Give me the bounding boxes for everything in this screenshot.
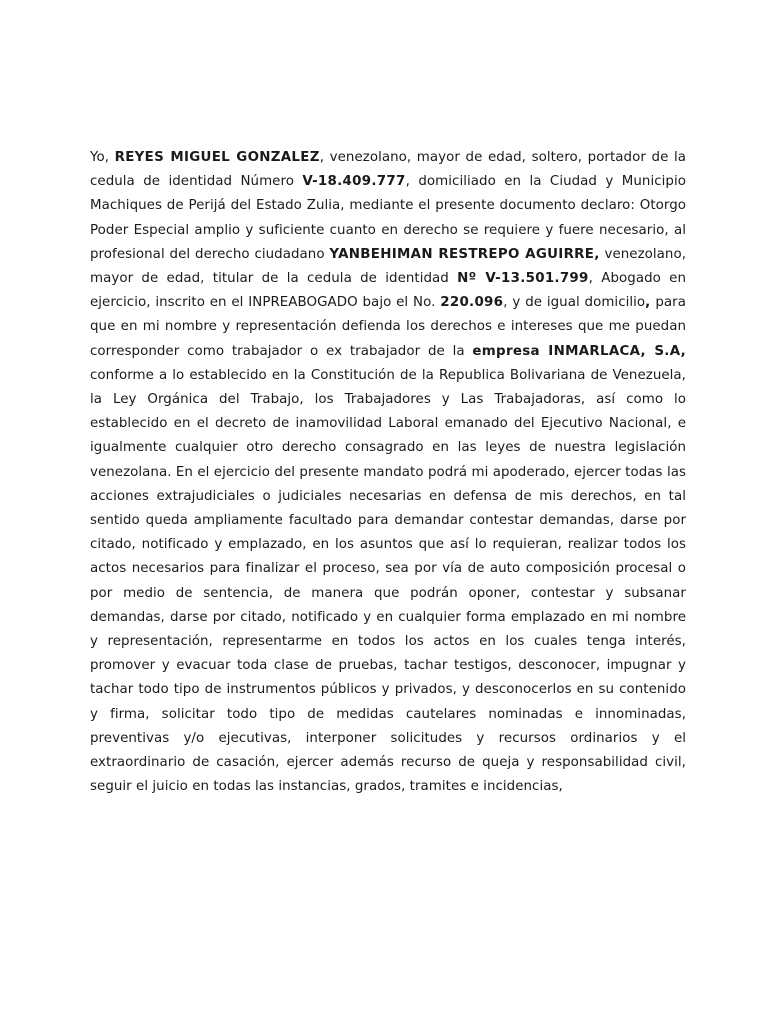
document-body: [90, 146, 686, 799]
text-run: , domiciliado en la Ciudad y Municipio Machiques de Perijá del Estado Zulia, mediante el presente documento declaro: Otorgo Poder Especial amplio y suficiente cuanto en derecho se requiere y fuere necesario, al profesional del derecho ciudadano: [90, 174, 686, 262]
company-name: empresa INMARLACA, S.A,: [472, 343, 686, 359]
text-run: , y de igual domicilio: [503, 295, 646, 311]
attorney-name: YANBEHIMAN RESTREPO AGUIRRE,: [329, 246, 600, 262]
text-run: , Abogado en ejercicio, inscrito en el INPREABOGADO bajo el No.: [90, 271, 686, 311]
grantor-id-number: V-18.409.777: [302, 174, 406, 190]
text-run: , venezolano, mayor de edad, soltero, portador de la cedula de identidad Número: [90, 150, 687, 190]
text-run: Yo,: [90, 150, 115, 165]
text-run: conforme a lo establecido en la Constitución de la Republica Bolivariana de Venezuela, la Ley Orgánica del Trabajo, los Trabajadores y Las Trabajadoras, así como lo establecido en el decreto de inamovilidad Laboral emanado del Ejecutivo Nacional, e igualmente cualquier otro derecho consagrado en las leyes de nuestra legislación venezolana. En el ejercicio del presente mandato podrá mi apoderado, ejercer todas las acciones extrajudiciales o judiciales necesarias en defensa de mis derechos, en tal sentido queda ampliamente facultado para demandar contestar demandas, darse por citado, notificado y emplazado, en los asuntos que así lo requieran, realizar todos los actos necesarios para finalizar el proceso, sea por vía de auto composición procesal o por medio de sentencia, de manera que podrán oponer, contestar y subsanar demandas, darse por citado, notificado y en cualquier forma emplazado en mi nombre y representación, representarme en todos los actos en los cuales tenga interés, promover y evacuar toda clase de pruebas, tachar testigos, desconocer, impugnar y tachar todo tipo de instrumentos públicos y privados, y desconocerlos en su contenido y firma, solicitar todo tipo de medidas cautelares nominadas e innominadas, preventivas y/o ejecutivas, interponer solicitudes y recursos ordinarios y el extraordinario de casación, ejercer además recurso de queja y responsabilidad civil, seguir el juicio en todas las instancias, grados, tramites e incidencias,: [90, 367, 686, 795]
attorney-id-number: Nº V-13.501.799: [457, 271, 589, 287]
grantor-name: REYES MIGUEL GONZALEZ: [114, 150, 320, 165]
text-run: para que en mi nombre y representación defienda los derechos e intereses que me puedan corresponder como trabajador o ex trabajador de la: [90, 295, 686, 359]
poder-especial-paragraph: [90, 146, 686, 799]
inpreabogado-number: 220.096: [440, 295, 504, 311]
text-run: venezolano, mayor de edad, titular de la cedula de identidad: [90, 246, 686, 287]
bold-comma: ,: [645, 295, 651, 311]
